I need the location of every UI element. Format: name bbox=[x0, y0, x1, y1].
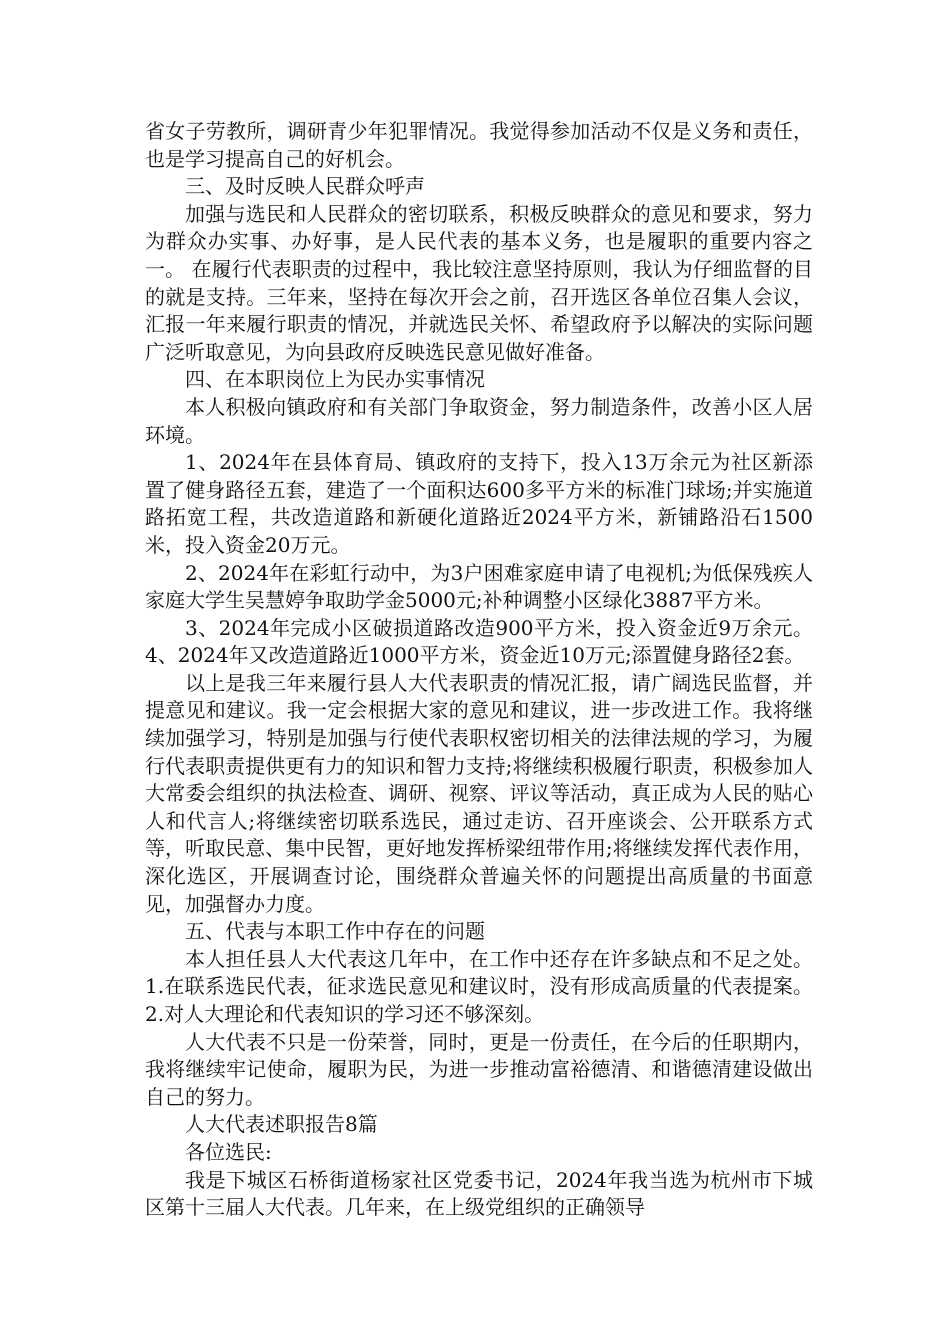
report-title: 人大代表述职报告8篇 bbox=[185, 1112, 378, 1137]
paragraph: 本人担任县人大代表这几年中，在工作中还存在许多缺点和不足之处。1.在联系选民代表，征求选民意见和建议时，没有形成高质量的代表提案。2.对人大理论和代表知识的学习还不够深刻。 bbox=[145, 946, 813, 1026]
document-body bbox=[145, 118, 813, 1222]
paragraph: 我是下城区石桥街道杨家社区党委书记，2024年我当选为杭州市下城区第十三届人大代表。几年来，在上级党组织的正确领导 bbox=[145, 1167, 813, 1220]
section-heading: 四、在本职岗位上为民办实事情况 bbox=[185, 367, 485, 392]
paragraph: 本人积极向镇政府和有关部门争取资金，努力制造条件，改善小区人居环境。 bbox=[145, 394, 813, 447]
paragraph: 以上是我三年来履行县人大代表职责的情况汇报，请广阔选民监督，并提意见和建议。我一定会根据大家的意见和建议，进一步改进工作。我将继续加强学习，特别是加强与行使代表职权密切相关的法律法规的学习，为履行代表职责提供更有力的知识和智力支持;将继续积极履行职责，积极参加人大常委会组织的执法检查、调研、视察、评议等活动，真正成为人民的贴心人和代言人;将继续密切联系选民，通过走访、召开座谈会、公开联系方式等，听取民意、集中民智，更好地发挥桥梁纽带作用;将继续发挥代表作用，深化选区，开展调查讨论，围绕群众普遍关怀的问题提出高质量的书面意见，加强督办力度。 bbox=[145, 670, 813, 916]
paragraph: 2、2024年在彩虹行动中，为3户困难家庭申请了电视机;为低保残疾人家庭大学生吴慧婷争取助学金5000元;补种调整小区绿化3887平方米。 bbox=[145, 560, 813, 613]
paragraph: 1、2024年在县体育局、镇政府的支持下，投入13万余元为社区新添置了健身路径五套，建造了一个面积达600多平方米的标准门球场;并实施道路拓宽工程，共改造道路和新硬化道路近2024平方米，新铺路沿石1500米，投入资金20万元。 bbox=[145, 450, 813, 557]
paragraph: 人大代表不只是一份荣誉，同时，更是一份责任，在今后的任职期内，我将继续牢记使命，履职为民，为进一步推动富裕德清、和谐德清建设做出自己的努力。 bbox=[145, 1029, 813, 1109]
section-heading: 三、及时反映人民群众呼声 bbox=[185, 174, 425, 199]
paragraph: 省女子劳教所，调研青少年犯罪情况。我觉得参加活动不仅是义务和责任，也是学习提高自己的好机会。 bbox=[145, 119, 813, 171]
salutation: 各位选民: bbox=[185, 1139, 272, 1164]
paragraph: 3、2024年完成小区破损道路改造900平方米，投入资金近9万余元。 4、2024年又改造道路近1000平方米，资金近10万元;添置健身路径2套。 bbox=[145, 615, 813, 668]
section-heading: 五、代表与本职工作中存在的问题 bbox=[185, 919, 485, 944]
paragraph: 加强与选民和人民群众的密切联系，积极反映群众的意见和要求，努力为群众办实事、办好事，是人民代表的基本义务，也是履职的重要内容之一。 在履行代表职责的过程中，我比较注意坚持原则，我认为仔细监督的目的就是支持。三年来，坚持在每次开会之前，召开选区各单位召集人会议，汇报一年来履行职责的情况，并就选民关怀、希望政府予以解决的实际问题广泛听取意见，为向县政府反映选民意见做好准备。 bbox=[145, 201, 813, 364]
